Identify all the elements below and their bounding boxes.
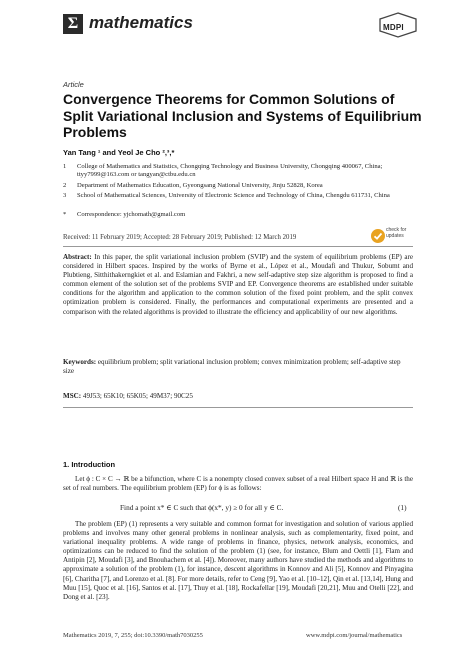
affiliation-2: [63, 182, 413, 191]
keywords-text: equilibrium problem; split variational inclusion problem; convex minimization problem; self-adaptive step size: [63, 358, 401, 376]
affiliation-number: 3: [63, 192, 67, 199]
affiliation-text: Correspondence: yjchomath@gmail.com: [77, 211, 186, 218]
affiliation-correspondence: [63, 211, 413, 220]
footer-citation: Mathematics 2019, 7, 255; doi:10.3390/math7030255: [63, 632, 203, 639]
section-heading: 1. Introduction: [63, 460, 116, 469]
journal-name: mathematics: [89, 13, 193, 32]
publisher-name: MDPI: [383, 23, 404, 32]
affiliation-text: School of Mathematical Sciences, University of Electronic Science and Technology of China, Chengdu 611731, China: [77, 192, 390, 199]
affiliation-number: 1: [63, 163, 67, 170]
check-for-updates-label[interactable]: check for updates: [386, 227, 407, 239]
msc-text: 49J53; 65K10; 65K05; 49M37; 90C25: [82, 392, 193, 400]
check-for-updates-icon[interactable]: [370, 228, 386, 244]
publication-dates: Received: 11 February 2019; Accepted: 28 February 2019; Published: 12 March 2019: [63, 234, 297, 241]
msc-codes: [63, 392, 193, 400]
divider: [63, 407, 413, 408]
affiliation-number: 2: [63, 182, 67, 189]
affiliation-text: Department of Mathematics Education, Gyeongsang National University, Jinju 52828, Korea: [77, 182, 323, 189]
abstract-text: In this paper, the split variational inclusion problem (SVIP) and the system of equilibrium problems (EP) are considered in Hilbert spaces. Inspired by the works of Byrne et al., López et al., Moudafi and Thukur, Sobumt and Plubtieng, Sitthithakerngkiet et al. and Eslamian and Fakhri, a new self-adaptive step size algorithm is proposed to find a common element of the solution set of the problems SVIP and EP. Convergence theorems are established under suitable conditions for the algorithm and application to the common solution of the fixed point problem, and the split convex optimization problem is considered. Finally, the performances and computational experiments are presented and a comparison with the related algorithms is provided to illustrate the efficiency and applicability of our new algorithms.: [63, 253, 413, 316]
affiliation-number: *: [63, 211, 67, 218]
affiliation-1: [63, 163, 413, 180]
article-title: Convergence Theorems for Common Solutions of Split Variational Inclusion and Systems of Equilibrium Problems: [63, 91, 422, 140]
msc-label: MSC:: [63, 392, 82, 400]
article-type: Article: [63, 80, 84, 89]
intro-paragraph-2: The problem (EP) (1) represents a very suitable and common format for investigation and solution of various applied problems and involves many other general problems in nonlinear analysis, such as complementarity, fixed point, and variational inequality problems. A wide range of problems in finance, physics, network analysis, economics, and optimizations can be reduced to find the solution of the problem (1) (see, for instance, Blum and Oettli [1], Flam and Antipin [2], Moudafi [3], and Bnouhachem et al. [4]). Moreover, many authors have studied the methods and algorithms to approximate a solution of the problem (1), for instance, descent algorithms in Konnov and Ali [5], Konnov and Pinyagina [6], Charitha [7], and Lorenzo et al. [8]. For more details, refer to Ceng [9], Yao et al. [10–12], Qin et al. [13,14], Hung and Muu [15], Quoc et al. [16], Santos et al. [17], Thuy et al. [18], Rockafellar [19], Moudafi [20,21], Muu and Otelli [22], and Dong et al. [23].: [63, 520, 413, 601]
intro-paragraph-1: Let ϕ : C × C → ℝ be a bifunction, where C is a nonempty closed convex subset of a real Hilbert space H and ℝ is the set of real numbers. The equilibrium problem (EP) for ϕ is as follows:: [63, 475, 413, 493]
journal-logo: Σ: [63, 14, 83, 34]
keywords-label: Keywords:: [63, 358, 97, 366]
authors: Yan Tang ¹ and Yeol Je Cho ²,³,*: [63, 148, 175, 157]
keywords: [63, 358, 413, 376]
footer-url[interactable]: www.mdpi.com/journal/mathematics: [306, 632, 403, 639]
equation-number: (1): [398, 503, 407, 512]
abstract: [63, 253, 413, 317]
abstract-label: Abstract:: [63, 253, 92, 261]
equation: Find a point x* ∈ C such that ϕ(x*, y) ≥ 0 for all y ∈ C.: [120, 503, 284, 512]
divider: [63, 246, 413, 247]
affiliation-3: [63, 192, 413, 209]
affiliation-text: College of Mathematics and Statistics, Chongqing Technology and Business University, Chongqing 400067, China; ttyy7999@163.com or tangyan@ctbu.edu.cn: [77, 163, 383, 179]
